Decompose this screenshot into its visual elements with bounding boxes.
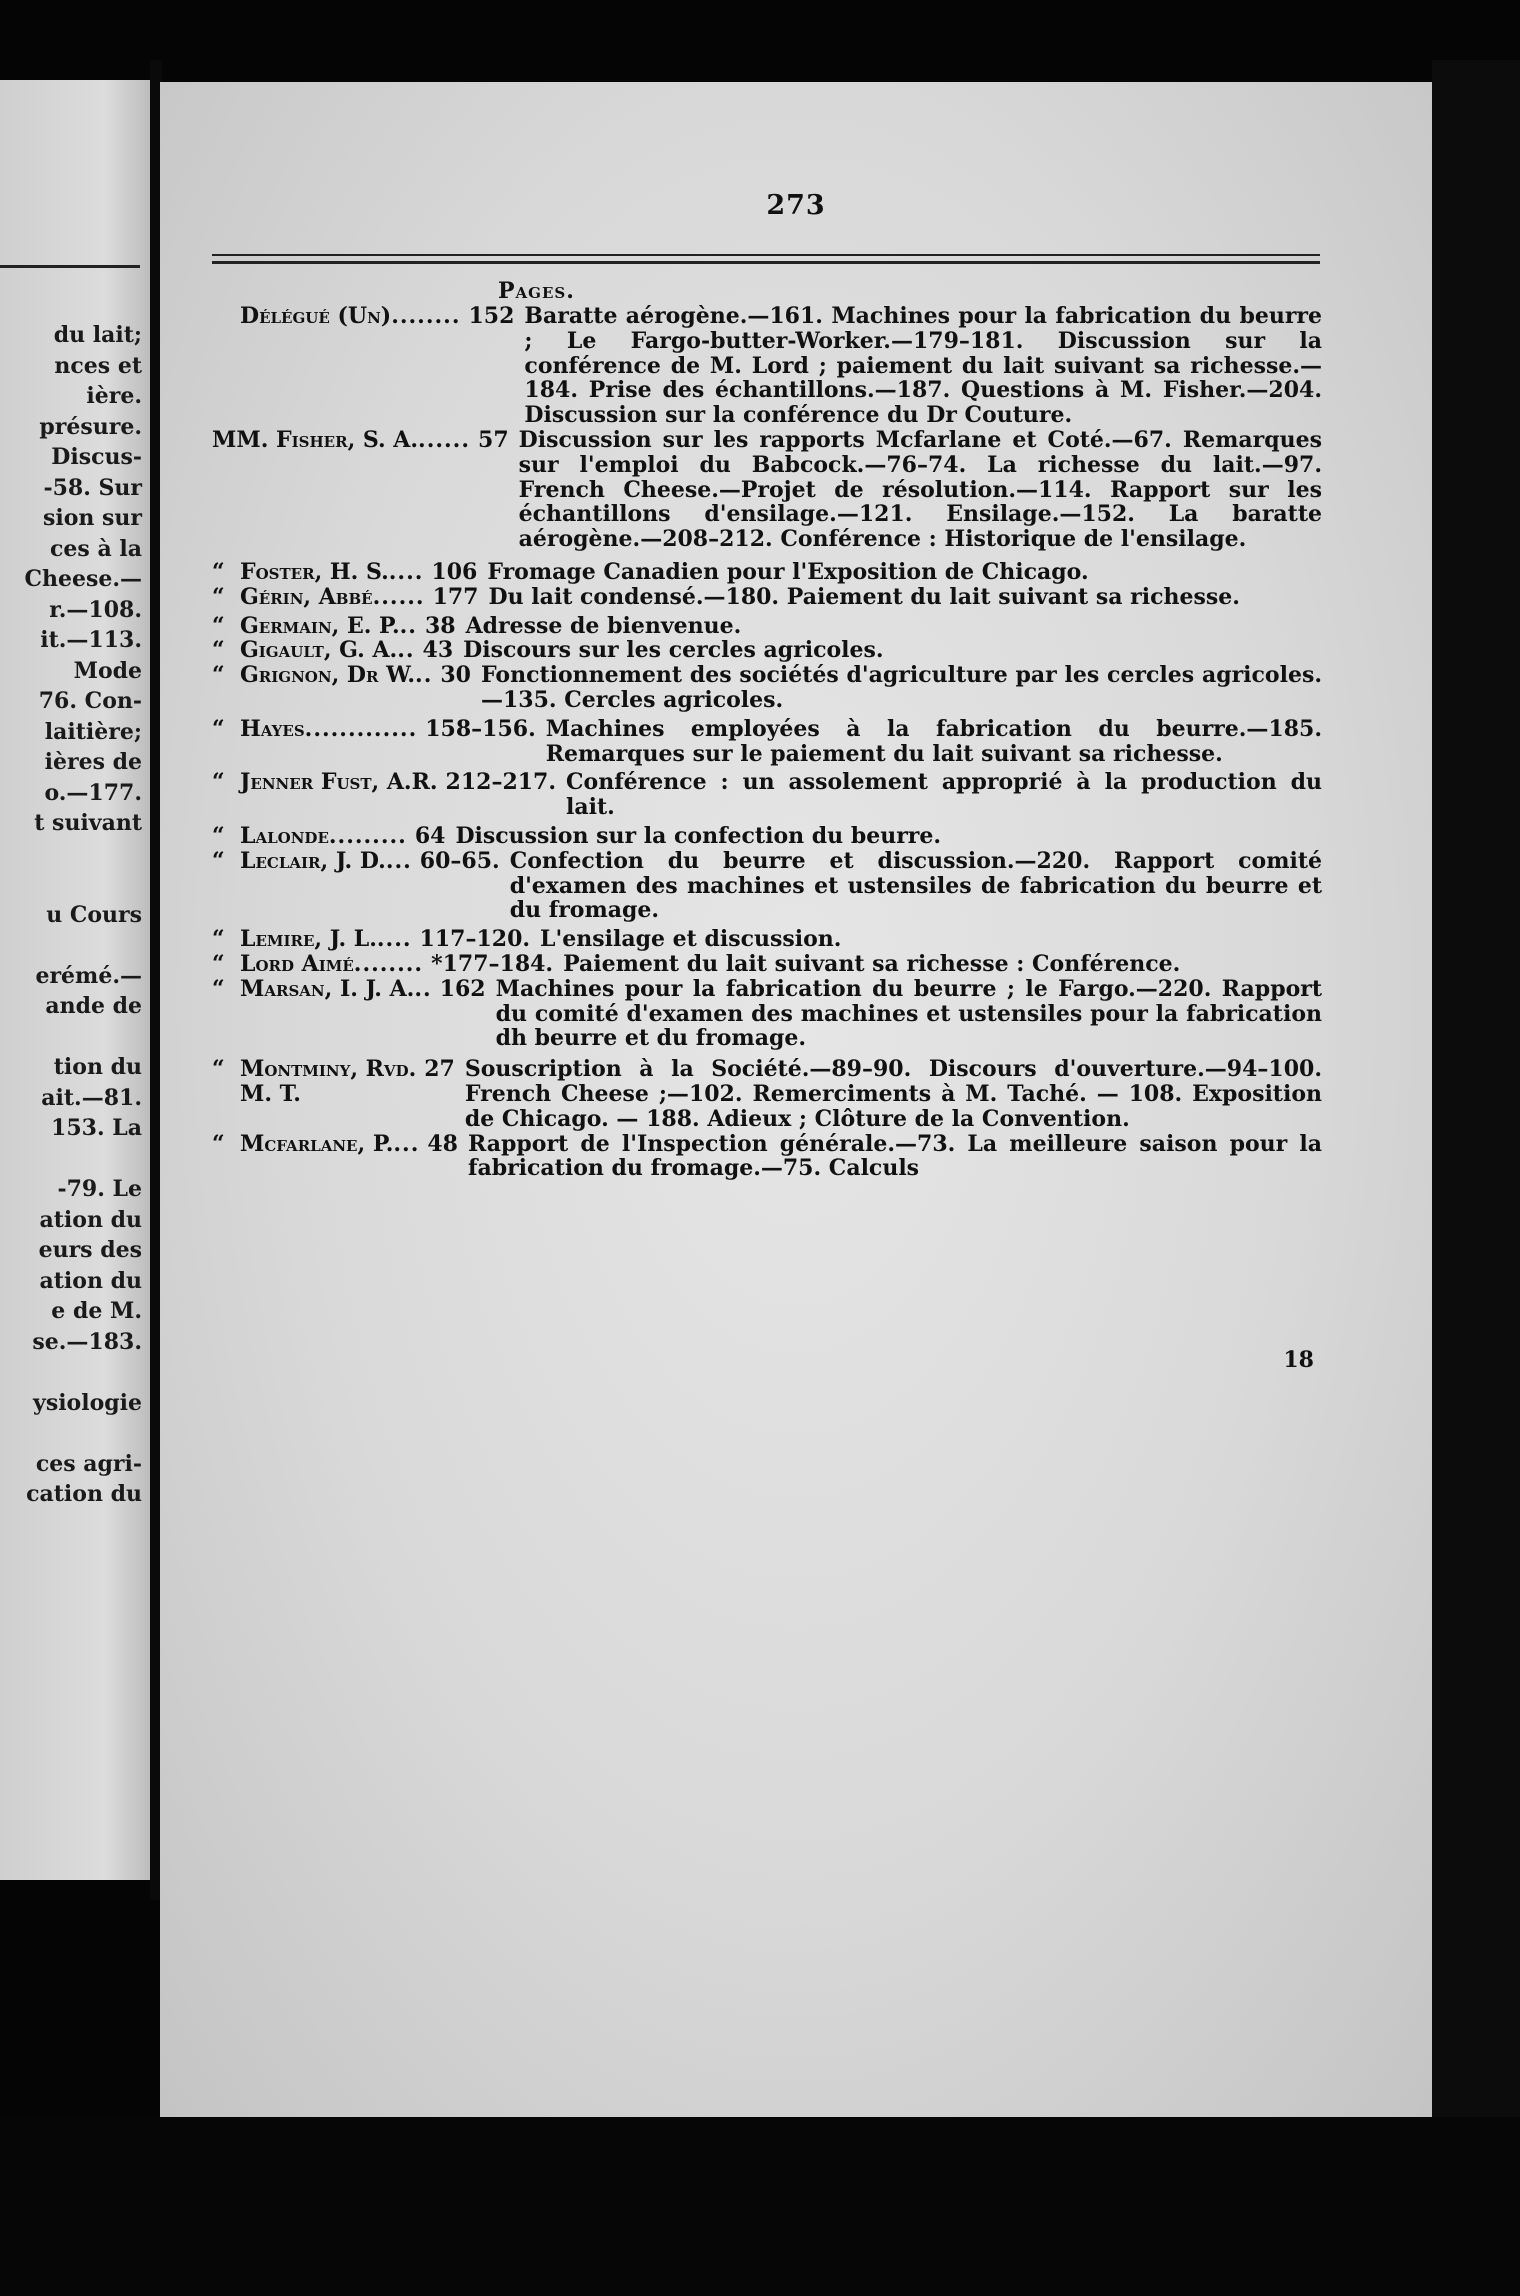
left-page-line: sion sur xyxy=(42,505,142,531)
leader-dots: .. xyxy=(414,975,432,1002)
ditto-mark: “ xyxy=(212,950,225,977)
entry-pages: 106 xyxy=(431,558,478,585)
left-page-line: u Cours xyxy=(46,901,142,928)
entry-pages: 162 xyxy=(439,975,486,1002)
index-entry xyxy=(212,663,1322,713)
index-entry xyxy=(212,824,1322,849)
index-entry xyxy=(212,428,1322,552)
leader-dots: ...... xyxy=(418,426,471,453)
left-page-line: présure. xyxy=(39,413,142,440)
left-page-line xyxy=(0,1144,142,1175)
entry-name: Mcfarlane, P. xyxy=(240,1130,394,1157)
entry-name: Germain, E. P. xyxy=(240,612,400,639)
entry-pages: 30 xyxy=(440,662,471,689)
left-page-line: laitière; xyxy=(44,718,142,745)
entry-name: Foster, H. S. xyxy=(240,558,389,585)
left-page-line: Discus- xyxy=(51,444,142,470)
left-page-line: it.—113. xyxy=(40,627,142,653)
leader-dots: ........ xyxy=(391,303,461,329)
index-entry xyxy=(212,927,1322,952)
left-page-line: 153. La xyxy=(51,1115,142,1141)
left-page-line: du lait; xyxy=(53,322,142,348)
bottom-dark-area xyxy=(0,2117,1520,2296)
left-page-line: r.—108. xyxy=(49,596,142,623)
entry-description: Conférence : un assolement approprié à la production du lait. xyxy=(566,769,1322,821)
right-dark-edge xyxy=(1432,60,1520,2296)
left-page-line: o.—177. xyxy=(44,779,142,806)
entry-name: Marsan, I. J. A. xyxy=(240,975,415,1002)
index-entry xyxy=(212,952,1322,977)
entry-pages: 57 xyxy=(478,426,509,453)
left-page-line: se.—183. xyxy=(32,1328,142,1355)
entry-description: Fonctionnement des sociétés d'agriculture par les cercles agricoles.—135. Cercles agricoles. xyxy=(480,662,1322,713)
leader-dots: ........ xyxy=(353,950,424,977)
entry-description: Discussion sur les rapports Mcfarlane et Coté.—67. Remarques sur l'emploi du Babcock.—76–74. La richesse du lait.—97. French Cheese.—Projet de résolution.—114. Rapport sur les échantillons d'ensilage.—121. Ensilage.—152. La baratte aérogène.—208–212. Conférence : Historique de l'ensilage. xyxy=(518,426,1322,553)
entry-pages: 117–120. xyxy=(419,926,531,953)
index-entry xyxy=(212,770,1322,820)
entry-name: Hayes xyxy=(240,715,305,742)
left-page-line: ation du xyxy=(39,1206,142,1233)
entry-pages: 64 xyxy=(414,822,446,849)
index-entry xyxy=(212,614,1322,639)
ditto-mark: “ xyxy=(212,715,225,742)
entry-description: Confection du beurre et discussion.—220. Rapport comité d'examen des machines et ustensiles de fabrication du beurre et du fromage. xyxy=(509,847,1322,924)
left-page-line: ysiologie xyxy=(33,1389,142,1416)
index-entry xyxy=(212,638,1322,663)
left-page-rule xyxy=(0,265,140,268)
index-entry xyxy=(212,560,1322,585)
entry-description: Paiement du lait suivant sa richesse : Conférence. xyxy=(563,950,1181,977)
entry-name: MM. Fisher, S. A. xyxy=(212,426,419,453)
left-page-line xyxy=(0,839,142,870)
header-rule xyxy=(212,254,1320,264)
leader-dots: ............. xyxy=(304,715,418,742)
entry-description: Baratte aérogène.—161. Machines pour la fabrication du beurre ; Le Fargo-butter-Worker.—179–181. Discussion sur la conférence de M. Lord ; paiement du lait suivant sa richesse.—184. Prise des échantillons.—187. Questions à M. Fisher.—204. Discussion sur la conférence du Dr Couture. xyxy=(524,303,1322,429)
entry-name: Montminy, Rvd. M. T. xyxy=(240,1056,417,1107)
page-number: 273 xyxy=(766,190,826,221)
left-page-line xyxy=(0,869,142,900)
leader-dots: ... xyxy=(385,847,412,874)
ditto-mark: “ xyxy=(212,847,225,874)
index-entry xyxy=(212,1132,1322,1182)
entry-description: Souscription à la Société.—89–90. Discours d'ouverture.—94–100. French Cheese ;—102. Remerciments à M. Taché. — 108. Exposition de Chicago. — 188. Adieux ; Clôture de la Convention. xyxy=(464,1056,1322,1132)
left-page-line: eurs des xyxy=(38,1237,142,1263)
ditto-mark: “ xyxy=(212,583,225,610)
left-page-line: ces agri- xyxy=(35,1450,142,1477)
ditto-mark: “ xyxy=(212,1056,225,1083)
left-page-line xyxy=(0,1022,142,1053)
left-page-line: ande de xyxy=(45,993,142,1019)
leader-dots: ... xyxy=(393,1130,420,1157)
entry-name: Délégué (Un) xyxy=(240,303,392,329)
entry-pages: 152 xyxy=(468,303,515,329)
entry-pages: 177 xyxy=(432,583,479,610)
ditto-mark: “ xyxy=(212,822,225,849)
left-page-line xyxy=(0,1357,142,1388)
entry-description: Machines employées à la fabrication du beurre.—185. Remarques sur le paiement du lait suivant sa richesse. xyxy=(545,715,1322,767)
left-page-line: ces à la xyxy=(50,535,142,562)
leader-dots: ...... xyxy=(372,583,425,610)
entry-description: Fromage Canadien pour l'Exposition de Chicago. xyxy=(487,558,1089,585)
ditto-mark: “ xyxy=(212,662,225,689)
left-page-line: 76. Con- xyxy=(38,688,142,714)
entry-name: Grignon, Dr W. xyxy=(240,662,416,689)
index-entry xyxy=(212,304,1322,428)
left-page-line: ière. xyxy=(86,383,142,409)
index-entry xyxy=(212,717,1322,767)
entry-description: Discours sur les cercles agricoles. xyxy=(463,637,884,664)
left-page-line: Mode xyxy=(73,657,142,684)
left-page-line: e de M. xyxy=(51,1298,142,1324)
entry-pages: 38 xyxy=(424,612,456,639)
entry-pages: 27 xyxy=(424,1056,455,1083)
ditto-mark: “ xyxy=(212,1130,225,1157)
entry-description: Rapport de l'Inspection générale.—73. La meilleure saison pour la fabrication du fromage.—75. Calculs xyxy=(467,1130,1322,1182)
index-entry xyxy=(212,1057,1322,1131)
ditto-mark: “ xyxy=(212,612,225,639)
left-page-line: Cheese.— xyxy=(24,566,142,592)
pages-column-header: Pages. xyxy=(498,278,575,304)
left-page-fragment xyxy=(0,80,150,1880)
index-entry xyxy=(212,977,1322,1051)
entry-description: Du lait condensé.—180. Paiement du lait suivant sa richesse. xyxy=(488,583,1240,610)
leader-dots: ......... xyxy=(328,822,407,849)
left-page-line: cation du xyxy=(26,1481,142,1507)
entry-pages: *177–184. xyxy=(431,950,554,977)
index-entry xyxy=(212,585,1322,610)
entry-name: Gérin, Abbé xyxy=(240,583,373,610)
ditto-mark: “ xyxy=(212,637,225,664)
main-page xyxy=(160,82,1432,2117)
entry-name: Lalonde xyxy=(240,822,329,849)
left-page-line: -79. Le xyxy=(57,1176,142,1202)
entry-name: Leclair, J. D. xyxy=(240,847,386,874)
signature-mark: 18 xyxy=(1283,1347,1314,1373)
leader-dots: .... xyxy=(376,926,412,953)
entry-description: L'ensilage et discussion. xyxy=(540,926,842,953)
entry-description: Machines pour la fabrication du beurre ; le Fargo.—220. Rapport du comité d'examen des machines et ustensiles pour la fabrication dh beurre et du fromage. xyxy=(495,975,1322,1052)
left-page-line: tion du xyxy=(53,1054,142,1080)
left-page-line: ait.—81. xyxy=(41,1084,142,1111)
leader-dots: .... xyxy=(388,558,424,585)
left-page-line xyxy=(0,1418,142,1449)
entry-pages: 212–217. xyxy=(445,769,557,796)
entry-pages: 43 xyxy=(422,637,454,664)
ditto-mark: “ xyxy=(212,558,225,585)
left-page-line: nces et xyxy=(54,352,142,379)
leader-dots: .. xyxy=(397,637,415,664)
entry-description: Adresse de bienvenue. xyxy=(465,612,742,639)
ditto-mark: “ xyxy=(212,975,225,1002)
leader-dots: .. xyxy=(415,662,433,689)
entry-pages: 48 xyxy=(427,1130,458,1157)
left-page-line: ation du xyxy=(39,1267,142,1294)
ditto-mark: “ xyxy=(212,769,225,796)
entry-name: Jenner Fust, A.R. xyxy=(240,769,438,796)
entry-description: Discussion sur la confection du beurre. xyxy=(455,822,942,849)
left-page-line xyxy=(0,930,142,961)
entry-name: Lemire, J. L. xyxy=(240,926,377,953)
entry-name: Lord Aimé xyxy=(240,950,354,977)
left-page-line: ières de xyxy=(44,749,142,775)
entry-pages: 60–65. xyxy=(419,847,500,874)
leader-dots: .. xyxy=(399,612,417,639)
left-page-line: t suivant xyxy=(34,810,142,836)
entry-name: Gigault, G. A. xyxy=(240,637,398,664)
entry-pages: 158–156. xyxy=(425,715,536,742)
left-page-line: erémé.— xyxy=(35,962,142,989)
left-page-text xyxy=(0,320,142,1510)
left-page-line: -58. Sur xyxy=(43,474,142,501)
index-entries xyxy=(212,304,1322,1181)
index-entry xyxy=(212,849,1322,923)
ditto-mark: “ xyxy=(212,926,225,953)
